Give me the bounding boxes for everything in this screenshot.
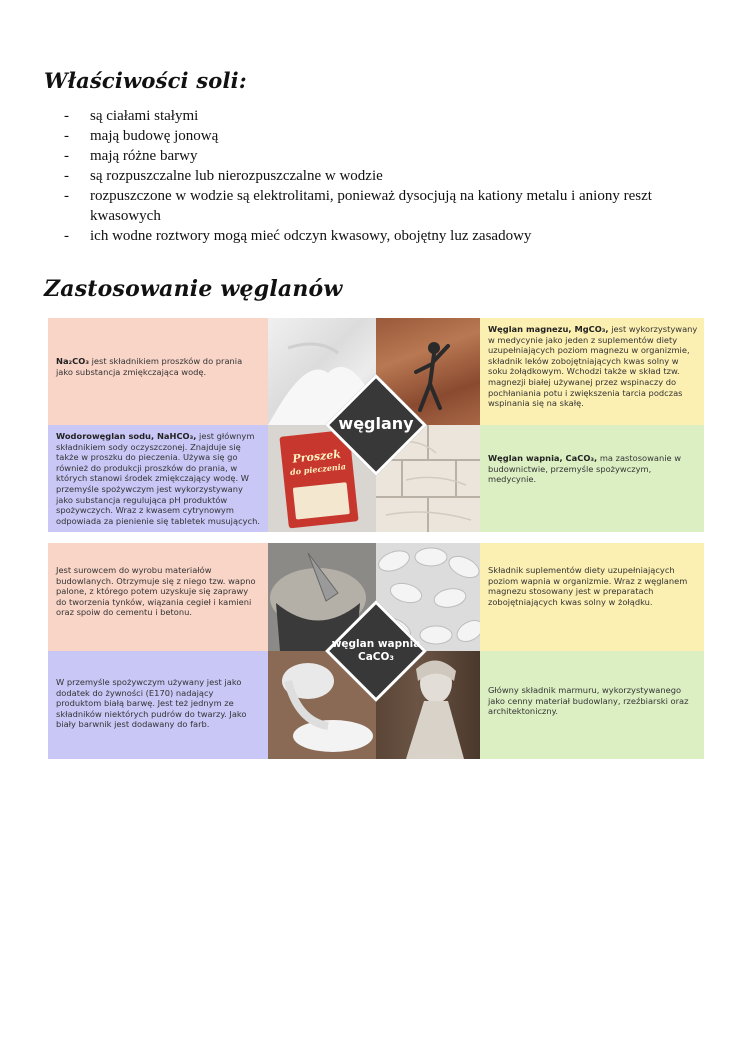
list-item: - są rozpuszczalne lub nierozpuszczalne w wodzie — [64, 166, 704, 186]
mgco3-card — [480, 318, 704, 425]
list-item: - ich wodne roztwory mogą mieć odczyn kwasowy, obojętny luz zasadowy — [64, 226, 704, 246]
carbonates-infographic — [48, 318, 704, 532]
nahco3-name: Wodorowęglan sodu, NaHCO₃, — [56, 431, 197, 441]
list-item: - mają różne barwy — [64, 146, 704, 166]
na2co3-formula: Na₂CO₃ — [56, 356, 89, 366]
nahco3-card — [48, 425, 268, 532]
section-title-properties: Właściwości soli: — [44, 68, 247, 93]
mgco3-name: Węglan magnezu, MgCO₃, — [488, 324, 609, 334]
center-label — [326, 638, 426, 664]
caco3-card — [480, 425, 704, 532]
list-item: - rozpuszczone w wodzie są elektrolitami, ponieważ dysocjują na kationy metalu i aniony reszt kwasowych — [64, 186, 704, 226]
na2co3-card — [48, 318, 268, 425]
center-label-line2: CaCO₃ — [357, 651, 395, 663]
packet-label-line1: Proszek — [291, 447, 342, 466]
na2co3-text: jest składnikiem proszków do prania jako substancja zmiękczająca wodę. — [56, 356, 243, 377]
calcium-carbonate-infographic — [48, 543, 704, 759]
section-title-carbonates: Zastosowanie węglanów — [44, 276, 343, 302]
mgco3-text: jest wykorzystywany w medycynie jako jeden z suplementów diety uzupełniających poziom magnezu w organizmie, składnik leków zobojętniających kwas solny w soku żołądkowym. Wchodzi także w skład tzw. magnezji białej używanej przez wspinaczy do pochłaniania potu i zwiększenia tarcia podczas wspinania się na skałę. — [488, 324, 698, 409]
marble-card: Główny składnik marmuru, wykorzystywanego jako cenny materiał budowlany, rzeźbiarski oraz architektoniczny. — [480, 651, 704, 759]
food-card: W przemyśle spożywczym używany jest jako dodatek do żywności (E170) nadający produktom białą barwę. Jest też jednym ze składników niektórych pudrów do twarzy. Jako biały barwnik jest dodawany do farb. — [48, 651, 268, 759]
properties-list — [64, 106, 704, 246]
caco3-text: ma zastosowanie w budownictwie, przemyśle spożywczym, medycynie. — [488, 453, 682, 485]
packet-cake-picture — [293, 482, 350, 519]
center-label-line1: węglan wapnia — [331, 638, 421, 650]
caco3-name: Węglan wapnia, CaCO₃, — [488, 453, 598, 463]
list-item: - mają budowę jonową — [64, 126, 704, 146]
packet-label — [287, 448, 347, 478]
packet-label-line2: do pieczenia — [289, 461, 347, 477]
building-card: Jest surowcem do wyrobu materiałów budowlanych. Otrzymuje się z niego tzw. wapno palone, z którego potem uzyskuje się zaprawy do tworzenia tynków, wiązania cegieł i kamieni oraz spoiw do cementu i betonu. — [48, 543, 268, 651]
center-label: węglany — [338, 414, 414, 433]
list-item: - są ciałami stałymi — [64, 106, 704, 126]
nahco3-text: jest głównym składnikiem sody oczyszczonej. Znajduje się także w proszku do pieczenia. Używa się go również do produkcji proszków do prania, w których stanowi środek zmiękczający wodę. W przemyśle spożywczym jest wykorzystywany jako substancja regulująca pH produktów spożywczych. Wraz z kwasem cytrynowym odpowiada za pienienie się tabletek musujących. — [56, 431, 260, 526]
supplements-card: Składnik suplementów diety uzupełniających poziom wapnia w organizmie. Wraz z węglanem magnezu stosowany jest w preparatach zobojętniających kwas solny w żołądku. — [480, 543, 704, 651]
